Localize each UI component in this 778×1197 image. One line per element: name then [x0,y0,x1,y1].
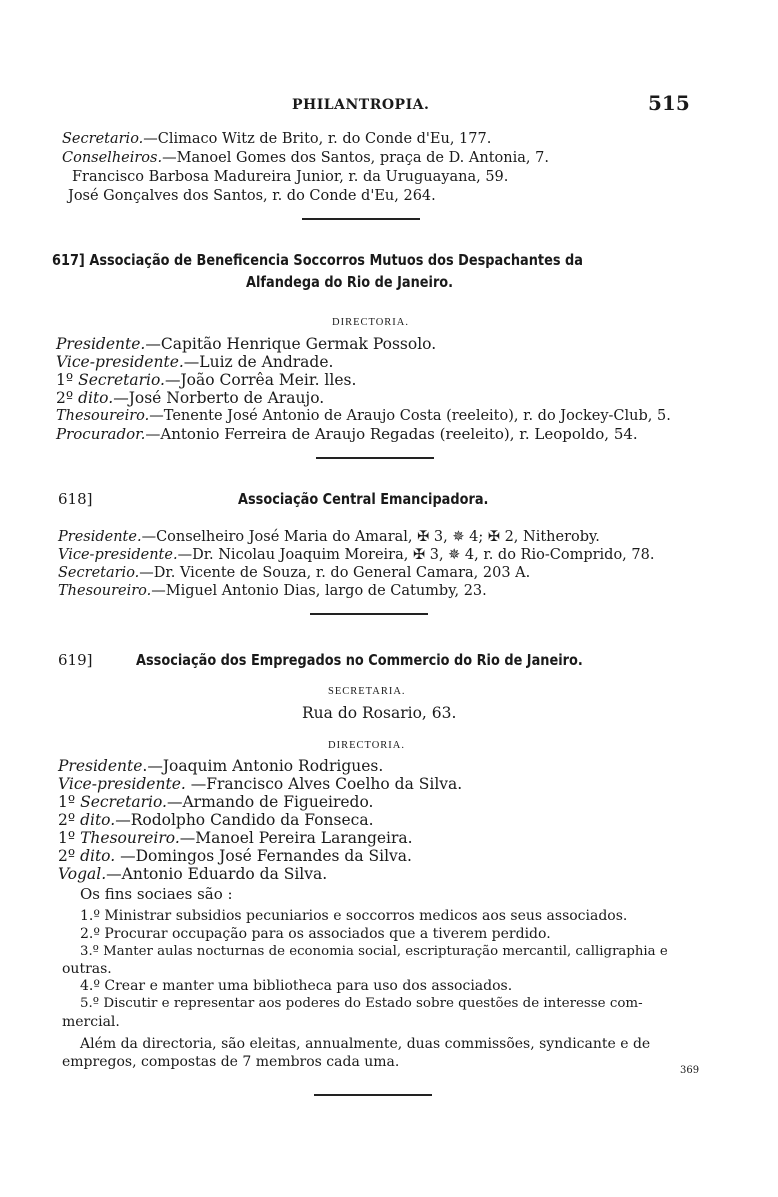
list-item: 3.º Manter aulas nocturnas de economia social, escripturação mercantil, calligraphia e [80,944,668,959]
section-title: 617] Associação de Beneficencia Soccorros Mutuos dos Despachantes da [52,251,583,269]
subheading: DIRECTORIA. [332,317,410,328]
officer-line: Vice-presidente.—Dr. Nicolau Joaquim Moreira, ✠ 3, ✵ 4, r. do Rio-Comprido, 78. [58,547,655,563]
officer-line: 1º Thesoureiro.—Manoel Pereira Larangeira. [58,829,413,847]
section-divider [310,613,428,615]
officer-line: 2º dito. —Domingos José Fernandes da Silva. [58,847,412,865]
section-title-cont: Alfandega do Rio de Janeiro. [246,273,454,291]
officer-line: Thesoureiro.—Miguel Antonio Dias, largo de Catumby, 23. [58,583,487,599]
section-divider [314,1094,432,1096]
list-item: 5.º Discutir e representar aos poderes do Estado sobre questões de interesse com- [80,996,643,1011]
section-number: 618] [58,490,93,508]
entry-line: Francisco Barbosa Madureira Junior, r. da Uruguayana, 59. [72,169,509,185]
officer-line: Presidente.—Joaquim Antonio Rodrigues. [58,757,384,775]
section-divider [316,457,434,459]
officer-line: Presidente.—Conselheiro José Maria do Amaral, ✠ 3, ✵ 4; ✠ 2, Nitheroby. [58,529,600,545]
list-item: 1.º Ministrar subsidios pecuniarios e soccorros medicos aos seus associados. [80,908,628,924]
running-title: PHILANTROPIA. [292,97,430,113]
section-number: 619] [58,651,93,669]
officer-line: Vogal.—Antonio Eduardo da Silva. [58,865,328,883]
section-divider [302,218,420,220]
paragraph-intro: Os fins sociaes são : [80,885,233,903]
list-item-cont: mercial. [62,1014,120,1030]
entry-line: José Gonçalves dos Santos, r. do Conde d'Eu, 264. [68,188,436,204]
list-item: 4.º Crear e manter uma bibliotheca para uso dos associados. [80,978,513,994]
address-line: Rua do Rosario, 63. [302,704,457,722]
list-item: 2.º Procurar occupação para os associados que a tiverem perdido. [80,926,551,942]
entry-line: Conselheiros.—Manoel Gomes dos Santos, praça de D. Antonia, 7. [62,150,549,166]
officer-line: Vice-presidente. —Francisco Alves Coelho da Silva. [58,775,463,793]
officer-line: 2º dito.—José Norberto de Araujo. [56,389,325,407]
signature-mark: 369 [680,1065,700,1076]
officer-line: Thesoureiro.—Tenente José Antonio de Araujo Costa (reeleito), r. do Jockey-Club, 5. [56,408,671,424]
officer-line: Vice-presidente.—Luiz de Andrade. [56,353,334,371]
officer-line: Presidente.—Capitão Henrique Germak Possolo. [56,335,437,353]
officer-line: 1º Secretario.—João Corrêa Meir. lles. [56,371,357,389]
list-item-cont: outras. [62,961,112,977]
page-number: 515 [648,91,690,115]
officer-line: 2º dito.—Rodolpho Candido da Fonseca. [58,811,374,829]
closing-paragraph-cont: empregos, compostas de 7 membros cada uma. [62,1054,400,1070]
subheading: SECRETARIA. [328,686,406,697]
closing-paragraph: Além da directoria, são eleitas, annualmente, duas commissões, syndicante e de [80,1036,651,1052]
section-title: Associação Central Emancipadora. [238,490,489,508]
officer-line: 1º Secretario.—Armando de Figueiredo. [58,793,374,811]
entry-line: Secretario.—Climaco Witz de Brito, r. do Conde d'Eu, 177. [62,131,492,147]
subheading: DIRECTORIA. [328,740,406,751]
section-title: Associação dos Empregados no Commercio do Rio de Janeiro. [136,651,583,669]
officer-line: Procurador.—Antonio Ferreira de Araujo Regadas (reeleito), r. Leopoldo, 54. [56,425,638,443]
officer-line: Secretario.—Dr. Vicente de Souza, r. do General Camara, 203 A. [58,565,531,581]
